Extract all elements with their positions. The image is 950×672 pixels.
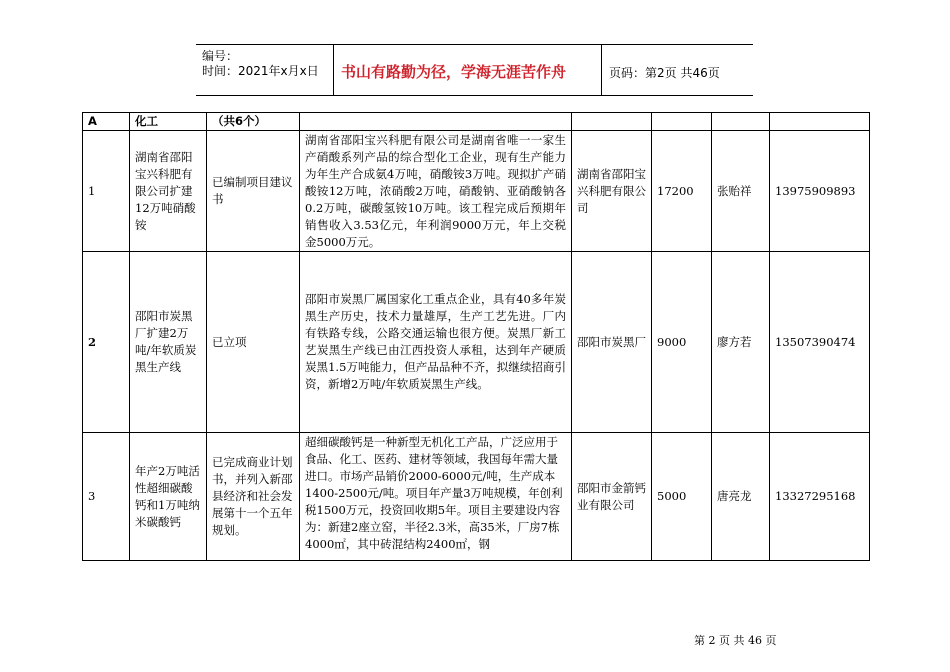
project-status: 已完成商业计划书，并列入新邵县经济和社会发展第十一个五年规划。 [207, 433, 300, 561]
header-divider [601, 45, 602, 95]
investment-amount: 9000 [652, 252, 712, 433]
row-number: 2 [83, 252, 130, 433]
table-row [83, 252, 870, 433]
section-count: （共6个） [207, 113, 300, 131]
serial-label: 编号： [202, 49, 239, 63]
row-number: 3 [83, 433, 130, 561]
date-label: 时间：2021年x月x日 [202, 64, 319, 78]
contact-phone: 13327295168 [770, 433, 870, 561]
project-table [82, 112, 870, 561]
project-description-text: 超细碳酸钙是一种新型无机化工产品，广泛应用于食品、化工、医药、建材等领域，我国每年需大量进口。市场产品销价2000-6000元/吨，生产成本1400-2500元/吨。项目年产量3万吨规模，年创利税1500万元，投资回收期5年。项目主要建设内容为：新建2座立窑，半径2.3米，高35米，厂房7栋4000㎡，其中砖混结构2400㎡，钢 [305, 434, 563, 551]
investment-amount: 17200 [652, 131, 712, 252]
page-header [196, 44, 753, 96]
header-meta [202, 49, 319, 79]
page-footer: 第 2 页 共 46 页 [694, 634, 777, 647]
company-name: 邵阳市炭黑厂 [572, 252, 652, 433]
contact-person: 唐亮龙 [712, 433, 770, 561]
header-page-number: 页码：第2页 共46页 [609, 66, 720, 80]
project-description: 邵阳市炭黑厂属国家化工重点企业，具有40多年炭黑生产历史，技术力量雄厚，生产工艺先进。厂内有铁路专线，公路交通运输也很方便。炭黑厂新工艺炭黑生产线已由江西投资人承租，达到年产硬质炭黑1.5万吨能力，但产品品种不齐，拟继续招商引资，新增2万吨/年软质炭黑生产线。 [300, 252, 572, 433]
table-row [83, 131, 870, 252]
header-divider [333, 45, 334, 95]
project-status: 已编制项目建议书 [207, 131, 300, 252]
company-name: 湖南省邵阳宝兴科肥有限公司 [572, 131, 652, 252]
section-id: A [83, 113, 130, 131]
contact-phone: 13975909893 [770, 131, 870, 252]
section-name: 化工 [130, 113, 207, 131]
project-name: 湖南省邵阳宝兴科肥有限公司扩建12万吨硝酸铵 [130, 131, 207, 252]
project-description [300, 433, 572, 561]
section-header-row [83, 113, 870, 131]
contact-person: 张贻祥 [712, 131, 770, 252]
project-name: 邵阳市炭黑厂扩建2万吨/年软质炭黑生产线 [130, 252, 207, 433]
company-name: 邵阳市金箭钙业有限公司 [572, 433, 652, 561]
contact-person: 廖方若 [712, 252, 770, 433]
header-motto: 书山有路勤为径，学海无涯苦作舟 [341, 63, 567, 81]
project-status: 已立项 [207, 252, 300, 433]
table-row [83, 433, 870, 561]
project-name: 年产2万吨活性超细碳酸钙和1万吨纳米碳酸钙 [130, 433, 207, 561]
investment-amount: 5000 [652, 433, 712, 561]
row-number: 1 [83, 131, 130, 252]
project-description: 湖南省邵阳宝兴科肥有限公司是湖南省唯一一家生产硝酸系列产品的综合型化工企业，现有生产能力为年生产合成氨4万吨，硝酸铵3万吨。现拟扩产硝酸铵12万吨，浓硝酸2万吨，硝酸钠、亚硝酸钠各0.2万吨，碳酸氢铵10万吨。该工程完成后预期年销售收入3.53亿元，年利润9000万元，年上交税金5000万元。 [300, 131, 572, 252]
contact-phone: 13507390474 [770, 252, 870, 433]
